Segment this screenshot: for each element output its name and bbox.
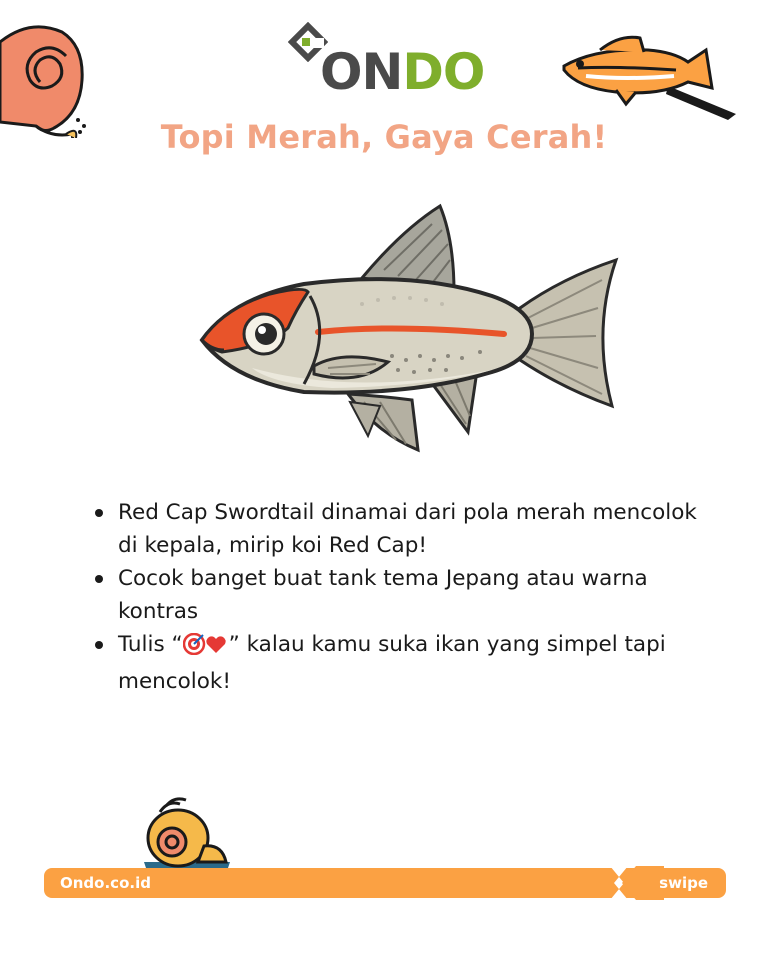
list-item xyxy=(88,562,708,628)
bullet-text-prefix: Tulis “ xyxy=(118,632,183,657)
footer-bar xyxy=(44,868,726,898)
chevron-left-icon xyxy=(610,866,664,900)
swordtail-fish-icon xyxy=(556,30,740,126)
list-item xyxy=(88,496,708,562)
bullet-text: Red Cap Swordtail dinamai dari pola merah mencolok di kepala, mirip koi Red Cap! xyxy=(118,500,697,558)
brand-name-part1: ON xyxy=(320,43,403,101)
target-heart-emoji xyxy=(183,632,229,665)
footer-site-link[interactable]: Ondo.co.id xyxy=(60,874,151,892)
bullet-text: Cocok banget buat tank tema Jepang atau warna kontras xyxy=(118,566,648,624)
target-heart-icon xyxy=(183,633,229,655)
page-title: Topi Merah, Gaya Cerah! xyxy=(160,118,608,156)
brand-name xyxy=(320,42,484,102)
bullet-text-suffix: ” kalau kamu suka ikan yang simpel tapi mencolok! xyxy=(118,632,666,694)
brand-name-part2: DO xyxy=(402,43,485,101)
ondo-logo xyxy=(288,20,484,100)
snail-icon xyxy=(140,796,236,872)
bullet-list xyxy=(88,496,708,698)
list-item xyxy=(88,628,708,698)
swipe-button[interactable]: swipe xyxy=(659,874,708,892)
red-cap-fish-illustration xyxy=(192,200,624,460)
